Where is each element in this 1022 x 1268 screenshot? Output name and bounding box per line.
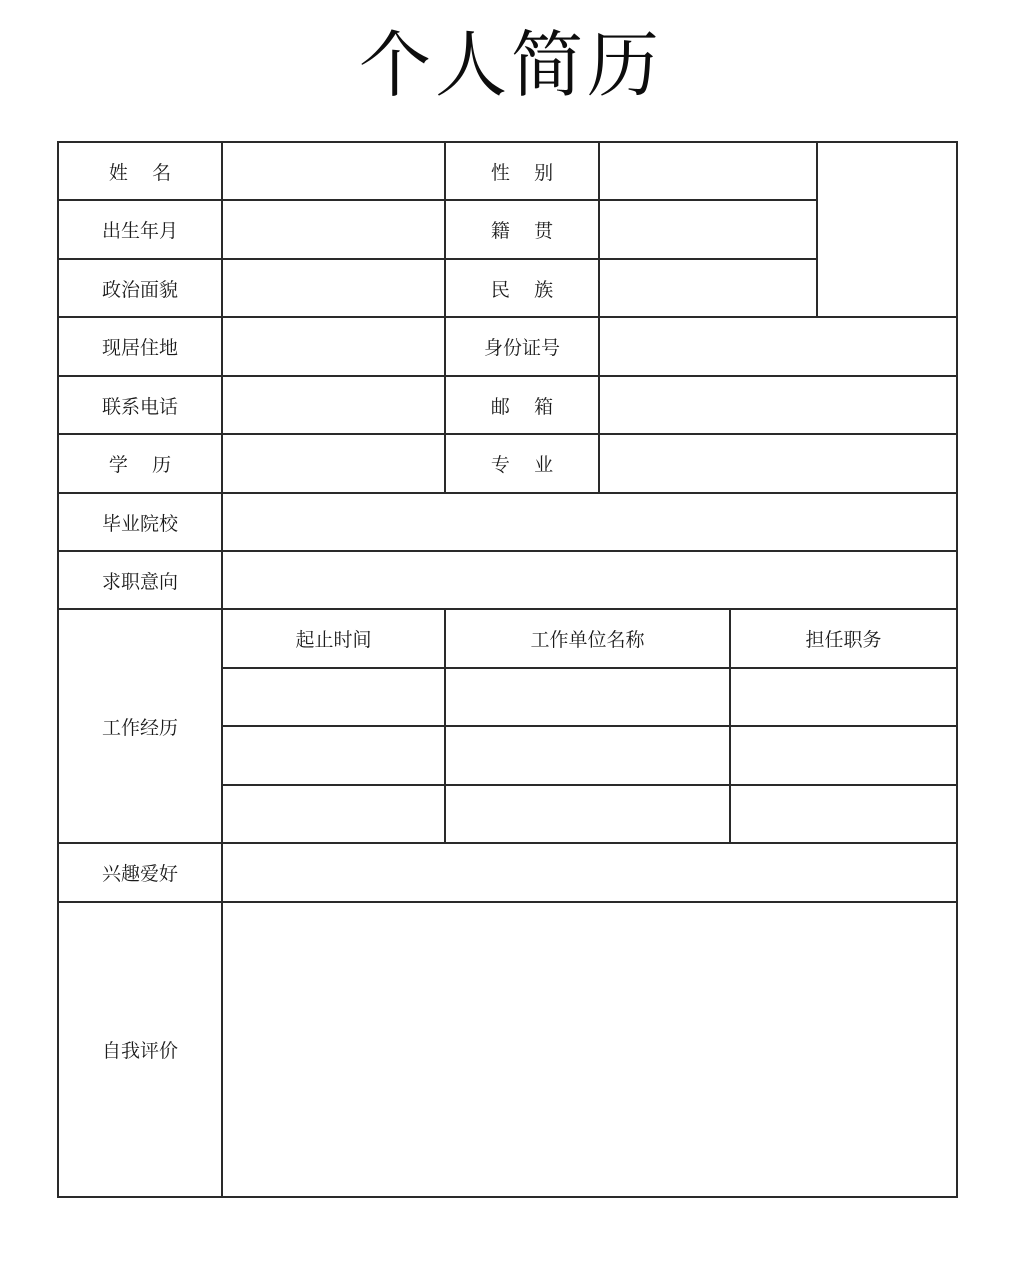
ethnicity-label: 民 族 xyxy=(444,258,600,318)
birth-field[interactable] xyxy=(221,199,446,260)
hobbies-label: 兴趣爱好 xyxy=(57,842,223,903)
photo-box[interactable] xyxy=(816,141,958,318)
work-header-employer: 工作单位名称 xyxy=(444,608,731,669)
hobbies-field[interactable] xyxy=(221,842,958,903)
school-label: 毕业院校 xyxy=(57,492,223,552)
school-field[interactable] xyxy=(221,492,958,552)
origin-label: 籍 贯 xyxy=(444,199,600,260)
address-field[interactable] xyxy=(221,316,446,377)
work-row-2-position[interactable] xyxy=(729,725,958,786)
name-field[interactable] xyxy=(221,141,446,201)
work-header-position: 担任职务 xyxy=(729,608,958,669)
work-header-period: 起止时间 xyxy=(221,608,446,669)
birth-label: 出生年月 xyxy=(57,199,223,260)
work-row-2-employer[interactable] xyxy=(444,725,731,786)
job-intent-label: 求职意向 xyxy=(57,550,223,611)
email-field[interactable] xyxy=(598,375,958,435)
work-row-3-position[interactable] xyxy=(729,784,958,844)
work-experience-label: 工作经历 xyxy=(57,608,223,844)
phone-label: 联系电话 xyxy=(57,375,223,435)
politics-label: 政治面貌 xyxy=(57,258,223,318)
work-row-3-period[interactable] xyxy=(221,784,446,844)
work-row-2-period[interactable] xyxy=(221,725,446,786)
id-number-label: 身份证号 xyxy=(444,316,600,377)
job-intent-field[interactable] xyxy=(221,550,958,611)
politics-field[interactable] xyxy=(221,258,446,318)
phone-field[interactable] xyxy=(221,375,446,435)
address-label: 现居住地 xyxy=(57,316,223,377)
page-title: 个人简历 xyxy=(358,23,663,107)
self-evaluation-field[interactable] xyxy=(221,901,958,1198)
gender-label: 性 别 xyxy=(444,141,600,201)
work-row-1-employer[interactable] xyxy=(444,667,731,727)
id-number-field[interactable] xyxy=(598,316,958,377)
ethnicity-field[interactable] xyxy=(598,258,818,318)
email-label: 邮 箱 xyxy=(444,375,600,435)
work-row-1-period[interactable] xyxy=(221,667,446,727)
origin-field[interactable] xyxy=(598,199,818,260)
education-field[interactable] xyxy=(221,433,446,494)
name-label: 姓 名 xyxy=(57,141,223,201)
self-evaluation-label: 自我评价 xyxy=(57,901,223,1198)
major-field[interactable] xyxy=(598,433,958,494)
gender-field[interactable] xyxy=(598,141,818,201)
work-row-3-employer[interactable] xyxy=(444,784,731,844)
work-row-1-position[interactable] xyxy=(729,667,958,727)
education-label: 学 历 xyxy=(57,433,223,494)
major-label: 专 业 xyxy=(444,433,600,494)
